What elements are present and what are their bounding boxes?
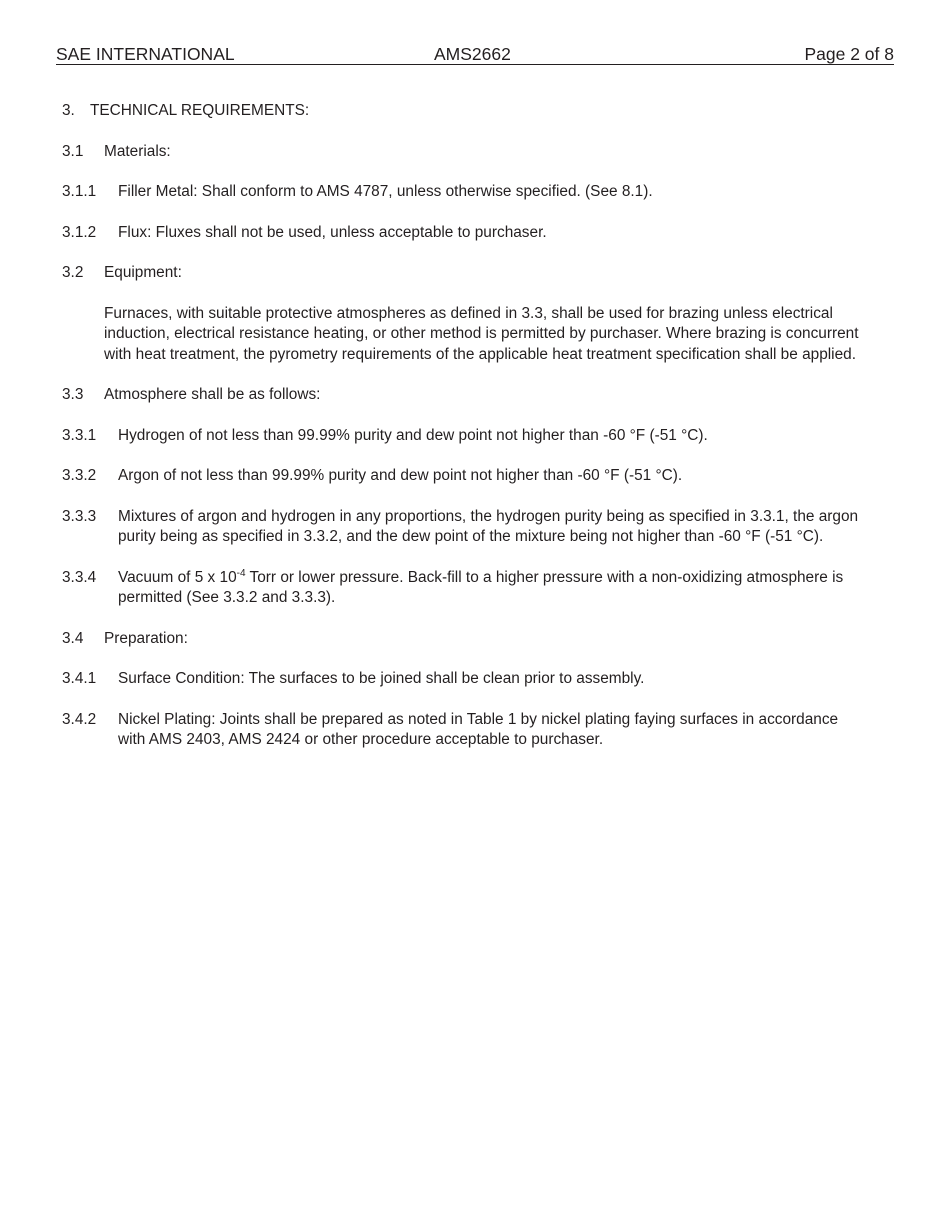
header-page-number: Page 2 of 8 (804, 44, 894, 64)
section-text: Flux: Fluxes shall not be used, unless acceptable to purchaser. (118, 223, 547, 241)
section-3-1-2 (62, 223, 862, 244)
equipment-paragraph: Furnaces, with suitable protective atmospheres as defined in 3.3, shall be used for brazing unless electrical induction, electrical resistance heating, or other method is permitted by purchaser. Where brazing is concurrent with heat treatment, the pyrometry requirements of the applicable heat treatment specification shall be applied. (104, 304, 859, 363)
section-number: 3.1.2 (62, 223, 97, 241)
section-3-2 (62, 263, 862, 284)
section-heading: Atmosphere shall be as follows: (104, 386, 321, 403)
section-3-3-4 (62, 568, 862, 609)
section-number: 3.4.2 (62, 710, 97, 728)
vacuum-exponent: -4 (236, 567, 246, 579)
page-header (56, 44, 894, 65)
section-text: Argon of not less than 99.99% purity and dew point not higher than -60 °F (-51 °C). (118, 467, 683, 484)
section-3-3 (62, 385, 862, 406)
section-number: 3.4 (62, 629, 84, 647)
section-3-1 (62, 142, 862, 163)
section-3 (62, 101, 862, 122)
section-3-3-2 (62, 466, 862, 487)
header-doc-id: AMS2662 (434, 44, 511, 64)
section-3-3-3 (62, 507, 862, 548)
section-heading: Materials: (104, 142, 171, 160)
vacuum-text-start: Vacuum of 5 x 10 (118, 568, 237, 586)
section-heading: TECHNICAL REQUIREMENTS: (90, 102, 310, 119)
section-number: 3.4.1 (62, 670, 97, 687)
section-3-1-1 (62, 182, 862, 203)
section-number: 3.3.3 (62, 507, 97, 525)
section-number: 3.3.1 (62, 426, 97, 444)
section-number: 3.2 (62, 264, 84, 281)
section-text: Surface Condition: The surfaces to be joined shall be clean prior to assembly. (118, 670, 645, 687)
header-org: SAE INTERNATIONAL (56, 44, 235, 64)
section-heading: Preparation: (104, 629, 188, 647)
section-3-4 (62, 629, 862, 650)
section-number: 3.3.2 (62, 467, 97, 484)
section-number: 3.1.1 (62, 183, 97, 200)
section-text: Nickel Plating: Joints shall be prepared as noted in Table 1 by nickel plating faying surfaces in accordance with AMS 2403, AMS 2424 or other procedure acceptable to purchaser. (118, 710, 839, 748)
section-number: 3.1 (62, 142, 84, 160)
section-number: 3.3 (62, 386, 84, 403)
section-3-3-1 (62, 426, 862, 447)
section-3-4-2 (62, 710, 862, 751)
section-text (118, 568, 862, 609)
section-heading: Equipment: (104, 264, 182, 281)
section-number: 3. (62, 102, 75, 119)
document-body (62, 101, 862, 771)
section-text: Filler Metal: Shall conform to AMS 4787, unless otherwise specified. (See 8.1). (118, 183, 653, 200)
section-text: Hydrogen of not less than 99.99% purity and dew point not higher than -60 °F (-51 °C). (118, 426, 708, 444)
section-text: Mixtures of argon and hydrogen in any proportions, the hydrogen purity being as specified in 3.3.1, the argon purity being as specified in 3.3.2, and the dew point of the mixture being not higher than -60 °F (-51 °C). (118, 507, 859, 545)
section-3-4-1 (62, 669, 862, 690)
section-number: 3.3.4 (62, 568, 97, 586)
vacuum-text-end: Torr or lower pressure. Back-fill to a higher pressure with a non-oxidizing atmosphere is permitted (See 3.3.2 and 3.3.3). (118, 568, 844, 606)
